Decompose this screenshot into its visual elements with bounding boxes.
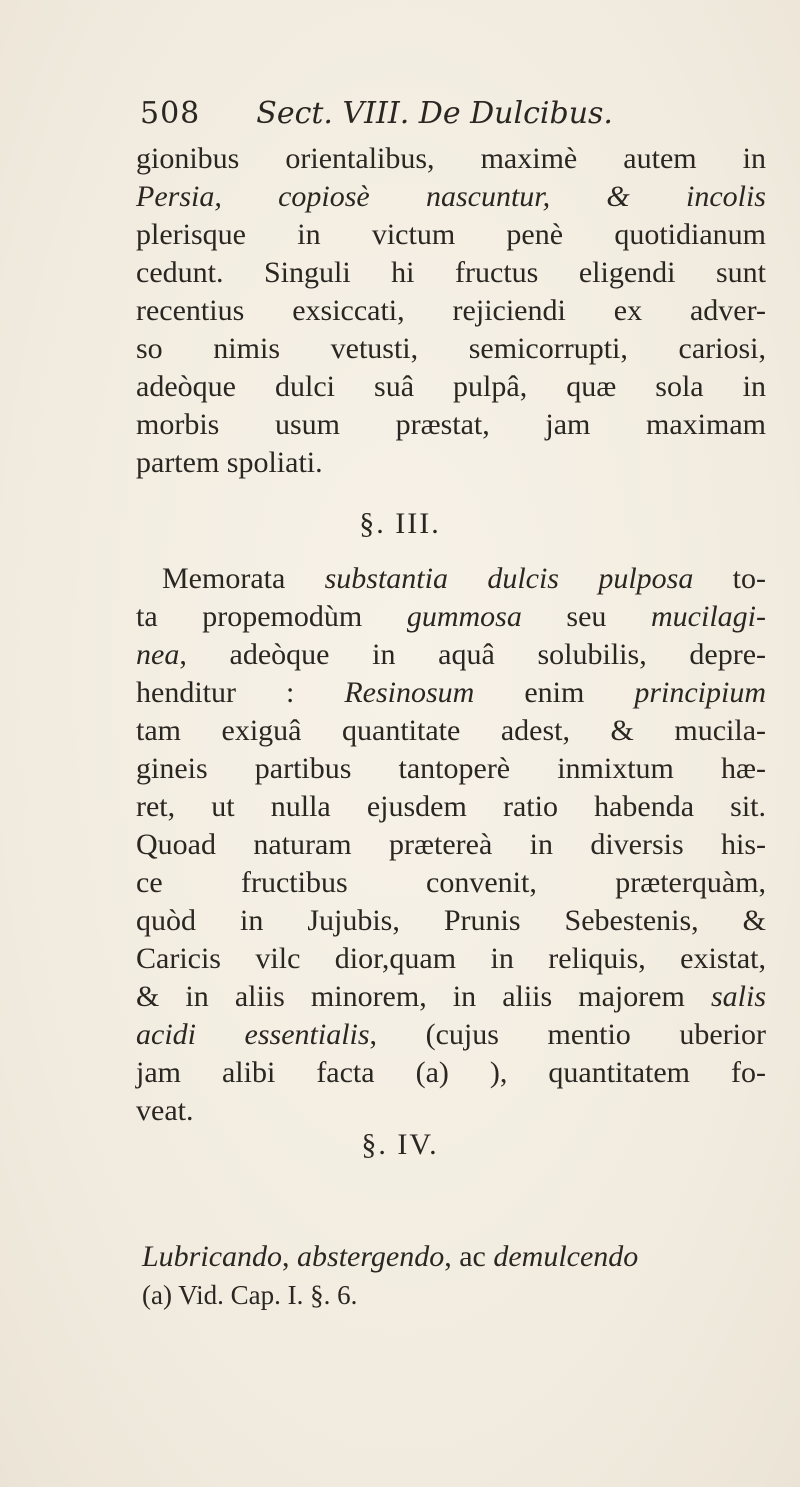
text-run: , adeòque in aquâ solubilis, depre- bbox=[179, 638, 766, 671]
italic-term: gummosa bbox=[406, 600, 522, 633]
italic-term: abstergendo bbox=[297, 1240, 445, 1273]
text-run: to- bbox=[693, 562, 767, 595]
text-line: adeòque dulci suâ pulpâ, quæ sola in bbox=[136, 370, 766, 403]
text-line: ret, ut nulla ejusdem ratio habenda sit. bbox=[136, 790, 766, 823]
italic-term: substantia dulcis pulposa bbox=[324, 562, 694, 595]
italic-term: demulcendo bbox=[493, 1240, 639, 1273]
text-line: ce fructibus convenit, præterquàm, bbox=[136, 866, 766, 899]
text-run: , ac bbox=[444, 1240, 494, 1273]
footnote-line: (a) Vid. Cap. I. §. 6. bbox=[142, 1280, 358, 1310]
italic-term: principium bbox=[634, 676, 766, 709]
text-line: cedunt. Singuli hi fructus eligendi sunt bbox=[136, 256, 766, 289]
running-header bbox=[140, 96, 660, 131]
italic-term: mucilagi- bbox=[651, 600, 766, 633]
text-line: jam alibi facta (a) ), quantitatem fo- bbox=[136, 1056, 766, 1089]
italic-term: Resinosum bbox=[344, 676, 475, 709]
page-number: 508 bbox=[140, 96, 201, 131]
footnote bbox=[136, 1276, 766, 1314]
text-run: ta propemodùm bbox=[136, 600, 407, 633]
section-heading-4: §. IV. bbox=[361, 1128, 439, 1161]
paragraph-1 bbox=[136, 140, 766, 482]
text-line bbox=[136, 636, 766, 674]
text-line bbox=[136, 674, 766, 712]
text-line: plerisque in victum penè quotidianum bbox=[136, 218, 766, 251]
text-run: seu bbox=[521, 600, 651, 633]
text-line bbox=[136, 598, 766, 636]
text-line bbox=[136, 1238, 766, 1276]
section-heading-3: §. III. bbox=[359, 507, 441, 540]
text-line: gionibus orientalibus, maximè autem in bbox=[136, 142, 766, 175]
text-line bbox=[136, 178, 766, 216]
text-run: henditur : bbox=[136, 676, 345, 709]
text-run: & in aliis minorem, in aliis majorem bbox=[136, 980, 711, 1013]
paragraph-3 bbox=[136, 1238, 766, 1276]
text-line bbox=[136, 560, 766, 598]
place-name: Persia, copiosè nascuntur, & incolis bbox=[136, 180, 766, 213]
text-line: Caricis vilc dior,quam in reliquis, existat, bbox=[136, 942, 766, 975]
text-line: quòd in Jujubis, Prunis Sebestenis, & bbox=[136, 904, 766, 937]
text-line: tam exiguâ quantitate adest, & mucila- bbox=[136, 714, 766, 747]
italic-term: Lubricando bbox=[142, 1240, 283, 1273]
italic-term: salis bbox=[710, 980, 766, 1013]
text-line: so nimis vetusti, semicorrupti, cariosi, bbox=[136, 332, 766, 365]
text-line: morbis usum præstat, jam maximam bbox=[136, 408, 766, 441]
text-line: gineis partibus tantoperè inmixtum hæ- bbox=[136, 752, 766, 785]
text-line: Quoad naturam prætereà in diversis his- bbox=[136, 828, 766, 861]
text-line bbox=[136, 1016, 766, 1054]
running-title: Sect. VIII. De Dulcibus. bbox=[256, 96, 613, 131]
italic-term: acidi essentialis bbox=[136, 1018, 370, 1051]
text-run: enim bbox=[474, 676, 635, 709]
text-line bbox=[136, 978, 766, 1016]
text-run: Memorata bbox=[162, 562, 325, 595]
text-line: recentius exsiccati, rejiciendi ex adver- bbox=[136, 294, 766, 327]
text-run: , bbox=[282, 1240, 298, 1273]
text-line: partem spoliati. bbox=[136, 446, 323, 479]
italic-term: nea bbox=[136, 638, 180, 671]
text-line: veat. bbox=[136, 1094, 194, 1127]
text-run: , (cujus mentio uberior bbox=[369, 1018, 766, 1051]
paragraph-2 bbox=[136, 560, 766, 1130]
